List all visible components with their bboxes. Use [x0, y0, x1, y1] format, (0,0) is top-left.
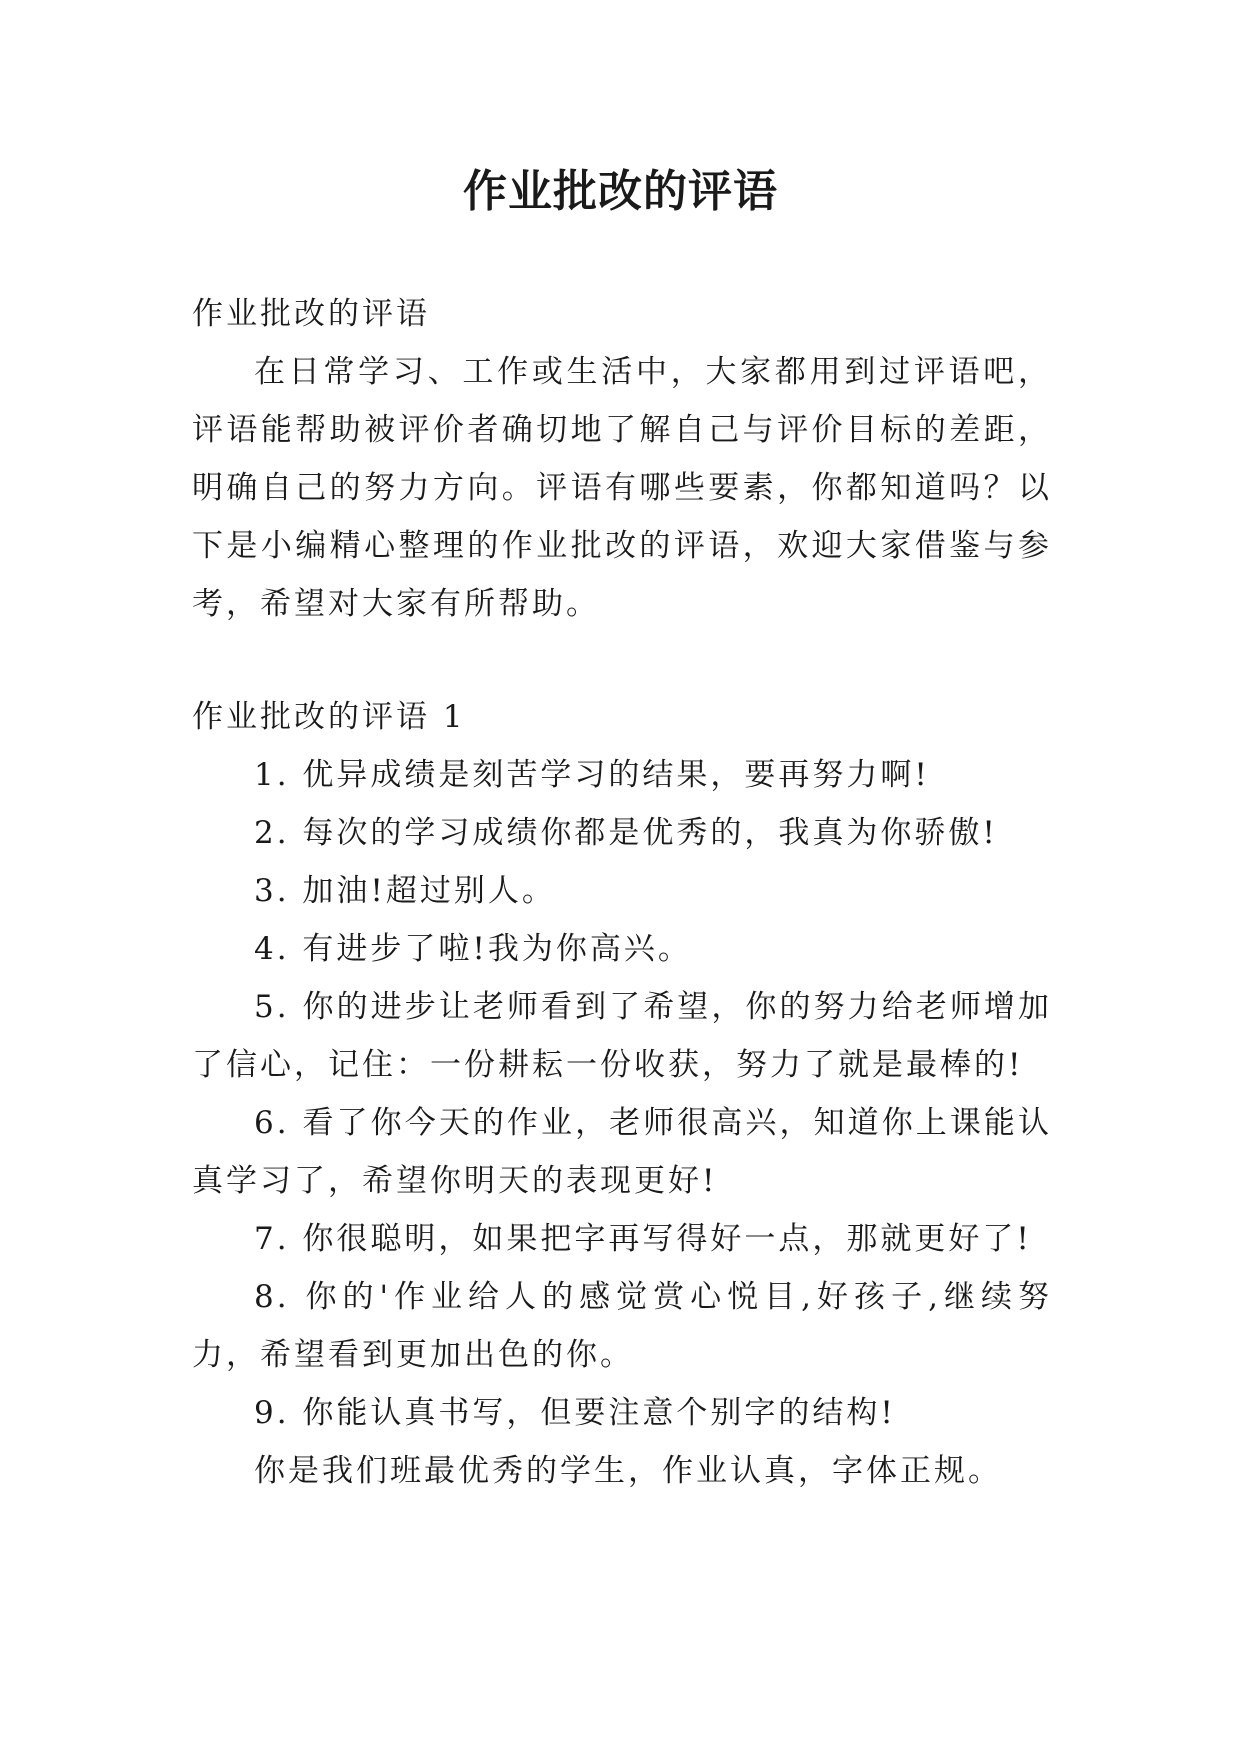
- document-body: [192, 285, 1052, 1500]
- comment-item-5: 5. 你的进步让老师看到了希望，你的努力给老师增加了信心，记住：一份耕耘一份收获，努力了就是最棒的!: [192, 989, 1052, 1083]
- comment-item-9: 9. 你能认真书写，但要注意个别字的结构!: [254, 1395, 896, 1431]
- section-heading: 作业批改的评语 1: [192, 699, 466, 735]
- comment-item-7: 7. 你很聪明，如果把字再写得好一点，那就更好了!: [254, 1221, 1032, 1257]
- document-title: 作业批改的评语: [463, 166, 778, 217]
- comment-item-1: 1. 优异成绩是刻苦学习的结果，要再努力啊!: [254, 757, 930, 793]
- comment-item-2: 2. 每次的学习成绩你都是优秀的，我真为你骄傲!: [254, 815, 998, 851]
- document-subtitle: 作业批改的评语: [192, 296, 430, 332]
- comment-item-6: 6. 看了你今天的作业，老师很高兴，知道你上课能认真学习了，希望你明天的表现更好!: [192, 1105, 1052, 1199]
- comment-item-10: 你是我们班最优秀的学生，作业认真，字体正规。: [254, 1453, 1002, 1489]
- comment-item-4: 4. 有进步了啦!我为你高兴。: [254, 931, 692, 967]
- comment-item-3: 3. 加油!超过别人。: [254, 873, 556, 909]
- comment-item-8: 8. 你的'作业给人的感觉赏心悦目,好孩子,继续努力，希望看到更加出色的你。: [192, 1279, 1052, 1373]
- intro-paragraph: 在日常学习、工作或生活中，大家都用到过评语吧，评语能帮助被评价者确切地了解自己与评价目标的差距，明确自己的努力方向。评语有哪些要素，你都知道吗？以下是小编精心整理的作业批改的评语，欢迎大家借鉴与参考，希望对大家有所帮助。: [192, 354, 1052, 622]
